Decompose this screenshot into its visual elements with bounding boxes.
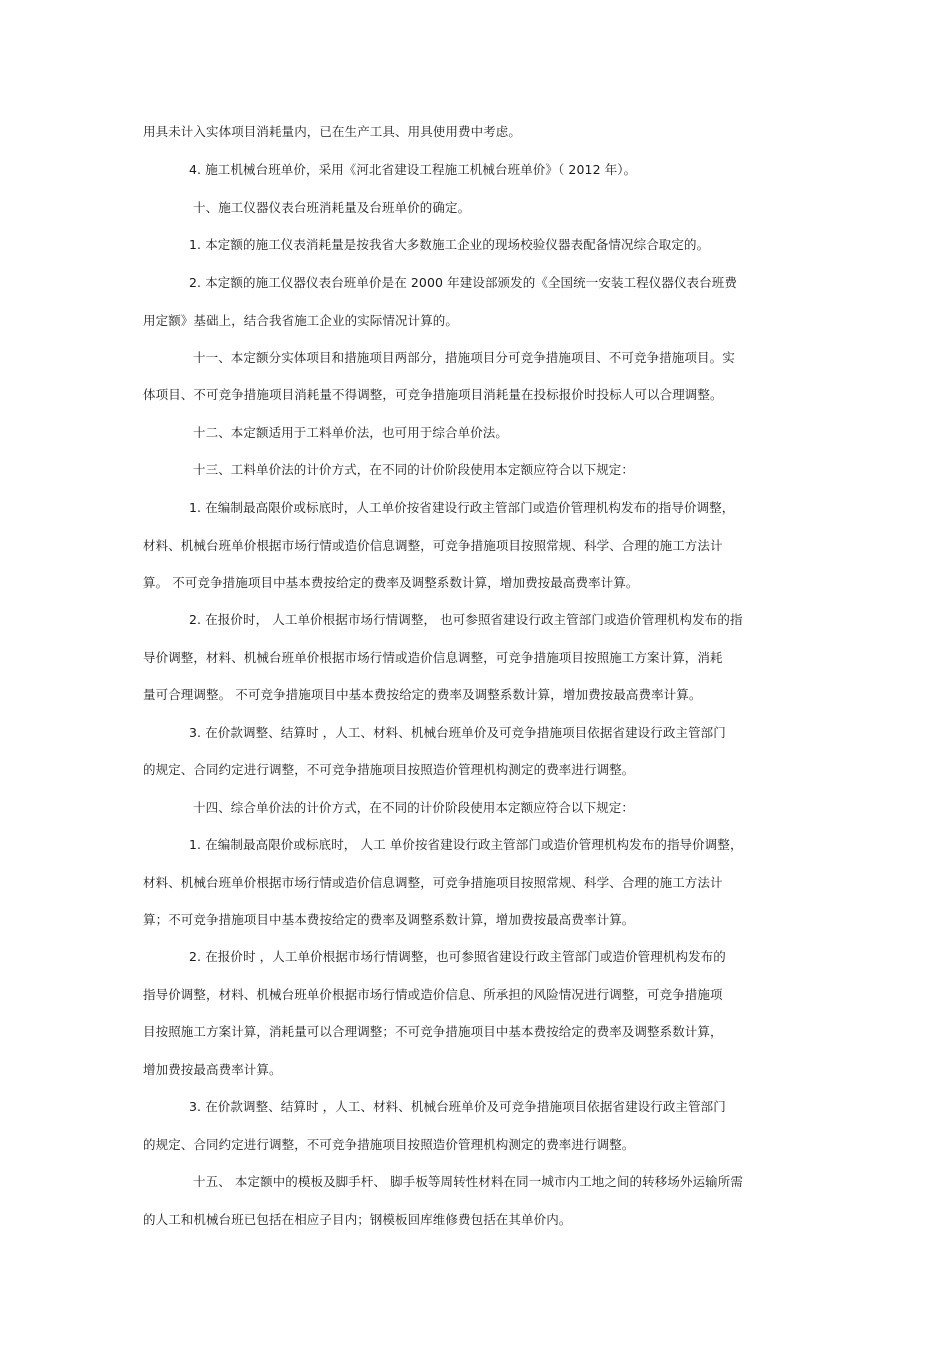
text-line: 体项目、不可竞争措施项目消耗量不得调整，可竞争措施项目消耗量在投标报价时投标人可以合理调整。 <box>143 387 723 402</box>
text-line: 十一、本定额分实体项目和措施项目两部分，措施项目分可竞争措施项目、不可竞争措施项目。实 <box>193 350 735 365</box>
text-line: 算；不可竞争措施项目中基本费按给定的费率及调整系数计算，增加费按最高费率计算。 <box>143 912 635 927</box>
text-line: 算。 不可竞争措施项目中基本费按给定的费率及调整系数计算，增加费按最高费率计算。 <box>143 575 639 590</box>
text-line: 的人工和机械台班已包括在相应子目内；钢模板回库维修费包括在其单价内。 <box>143 1212 572 1227</box>
text-line: 1. 本定额的施工仪表消耗量是按我省大多数施工企业的现场校验仪器表配备情况综合取定的。 <box>189 237 710 252</box>
text-line: 量可合理调整。 不可竞争措施项目中基本费按给定的费率及调整系数计算，增加费按最高费率计算。 <box>143 687 702 702</box>
text-line: 的规定、合同约定进行调整，不可竞争措施项目按照造价管理机构测定的费率进行调整。 <box>143 1137 635 1152</box>
text-line: 的规定、合同约定进行调整，不可竞争措施项目按照造价管理机构测定的费率进行调整。 <box>143 762 635 777</box>
text-line: 2. 在报价时 ，人工单价根据市场行情调整，也可参照省建设行政主管部门或造价管理机构发布的 <box>189 949 726 964</box>
text-line: 导价调整，材料、机械台班单价根据市场行情或造价信息调整，可竞争措施项目按照施工方案计算，消耗 <box>143 650 723 665</box>
text-line: 1. 在编制最高限价或标底时， 人工 单价按省建设行政主管部门或造价管理机构发布的指导价调整， <box>189 837 743 852</box>
text-line: 材料、机械台班单价根据市场行情或造价信息调整，可竞争措施项目按照常规、科学、合理的施工方法计 <box>143 875 723 890</box>
text-line: 十四、综合单价法的计价方式，在不同的计价阶段使用本定额应符合以下规定： <box>193 800 635 815</box>
text-line: 增加费按最高费率计算。 <box>143 1062 282 1077</box>
text-line: 十三、工料单价法的计价方式，在不同的计价阶段使用本定额应符合以下规定： <box>193 462 635 477</box>
text-line: 4. 施工机械台班单价，采用《河北省建设工程施工机械台班单价》（ 2012 年）。 <box>189 162 637 177</box>
text-line: 用定额》基础上，结合我省施工企业的实际情况计算的。 <box>143 313 459 328</box>
text-line: 十五、 本定额中的模板及脚手杆、 脚手板等周转性材料在同一城市内工地之间的转移场外运输所需 <box>193 1174 743 1189</box>
text-line: 1. 在编制最高限价或标底时，人工单价按省建设行政主管部门或造价管理机构发布的指导价调整， <box>189 500 735 515</box>
text-line: 2. 本定额的施工仪器仪表台班单价是在 2000 年建设部颁发的《全国统一安装工程仪器仪表台班费 <box>189 275 737 290</box>
text-line: 十、施工仪器仪表台班消耗量及台班单价的确定。 <box>193 200 471 215</box>
text-line: 十二、本定额适用于工料单价法，也可用于综合单价法。 <box>193 425 509 440</box>
text-line: 3. 在价款调整、结算时 ，人工、材料、机械台班单价及可竞争措施项目依据省建设行政主管部门 <box>189 1099 726 1114</box>
text-line: 材料、机械台班单价根据市场行情或造价信息调整，可竞争措施项目按照常规、科学、合理的施工方法计 <box>143 538 723 553</box>
text-line: 2. 在报价时， 人工单价根据市场行情调整， 也可参照省建设行政主管部门或造价管理机构发布的指 <box>189 612 743 627</box>
text-line: 指导价调整，材料、机械台班单价根据市场行情或造价信息、所承担的风险情况进行调整，可竞争措施项 <box>143 987 723 1002</box>
text-line: 目按照施工方案计算，消耗量可以合理调整；不可竞争措施项目中基本费按给定的费率及调整系数计算， <box>143 1024 723 1039</box>
text-line: 3. 在价款调整、结算时 ，人工、材料、机械台班单价及可竞争措施项目依据省建设行政主管部门 <box>189 725 726 740</box>
text-line: 用具未计入实体项目消耗量内，已在生产工具、用具使用费中考虑。 <box>143 124 522 139</box>
